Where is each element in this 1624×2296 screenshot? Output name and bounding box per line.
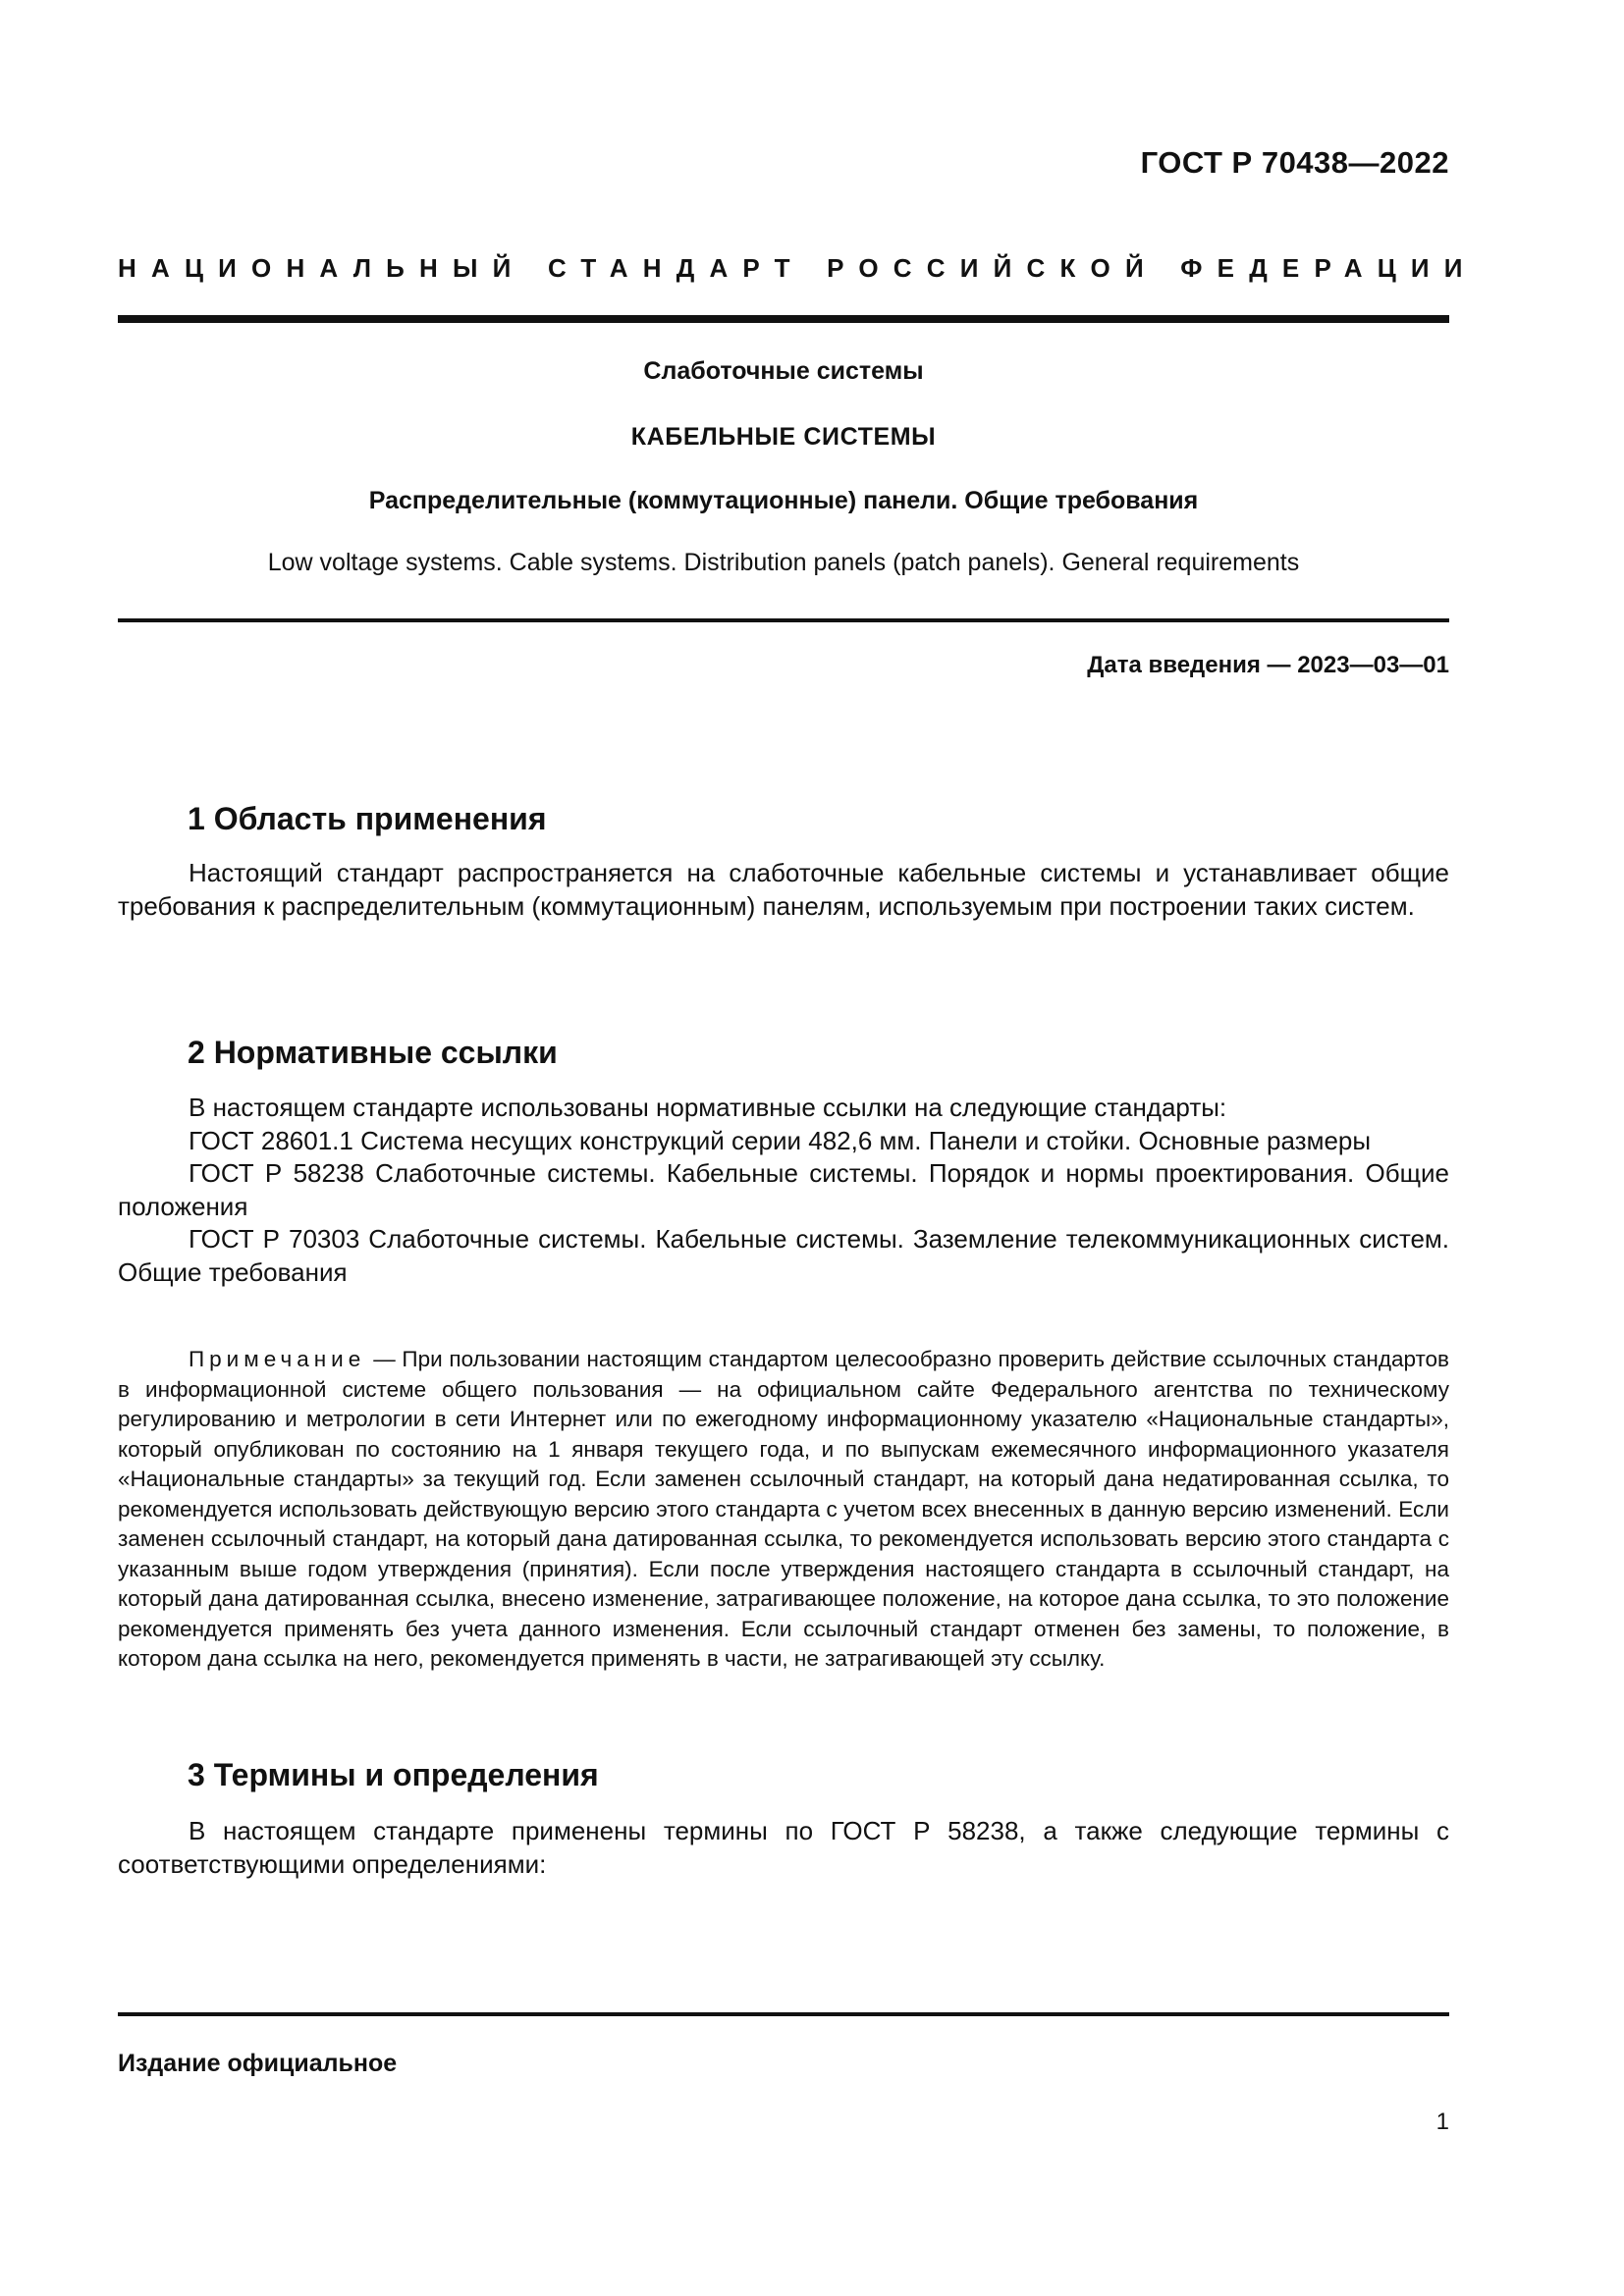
page-number: 1 — [1435, 2109, 1449, 2135]
normative-reference: ГОСТ Р 58238 Слаботочные системы. Кабельные системы. Порядок и нормы проектирования. Общие положения — [118, 1158, 1449, 1221]
section-1-body — [118, 857, 1449, 923]
section-2-body — [118, 1092, 1449, 1289]
header-divider — [118, 315, 1449, 323]
note-label: Примечание — [189, 1347, 366, 1371]
national-standard-banner: НАЦИОНАЛЬНЫЙ СТАНДАРТ РОССИЙСКОЙ ФЕДЕРАЦИИ — [118, 253, 1478, 283]
introduction-date: Дата введения — 2023—03—01 — [1087, 652, 1449, 678]
title-divider — [118, 618, 1449, 622]
document-code: ГОСТ Р 70438—2022 — [1140, 145, 1449, 180]
title-line-3: Распределительные (коммутационные) панели. Общие требования — [368, 487, 1199, 514]
official-edition-label: Издание официальное — [118, 2050, 398, 2077]
normative-reference: ГОСТ 28601.1 Система несущих конструкций серии 482,6 мм. Панели и стойки. Основные размеры — [189, 1125, 1372, 1155]
footer-divider — [118, 2012, 1449, 2016]
section-3-title: 3 Термины и определения — [188, 1757, 599, 1792]
title-line-1: Слаботочные системы — [643, 357, 924, 385]
english-title: Low voltage systems. Cable systems. Distribution panels (patch panels). General requirements — [267, 549, 1300, 576]
section-1-paragraph: Настоящий стандарт распространяется на слаботочные кабельные системы и устанавливает общие требования к распределительным (коммутационным) панелям, используемым при построении таких систем. — [118, 858, 1449, 921]
document-page — [118, 0, 1478, 2296]
section-3-paragraph: В настоящем стандарте применены термины по ГОСТ Р 58238, а также следующие термины с соответствующими определениями: — [118, 1816, 1449, 1879]
note-body: — При пользовании настоящим стандартом целесообразно проверить действие ссылочных стандартов в информационной системе общего пользования — на официальном сайте Федерального агентства по техническому регулированию и метрологии в сети Интернет или по ежегодному информационному указателю «Национальные стандарты», который опубликован по состоянию на 1 января текущего года, и по выпускам ежемесячного информационного указателя «Национальные стандарты» за текущий год. Если заменен ссылочный стандарт, на который дана недатированная ссылка, то рекомендуется использовать действующую версию этого стандарта с учетом всех внесенных в данную версию изменений. Если заменен ссылочный стандарт, на который дана датированная ссылка, то рекомендуется использовать версию этого стандарта с указанным выше годом утверждения (принятия). Если после утверждения настоящего стандарта в ссылочный стандарт, на который дана датированная ссылка, внесено изменение, затрагивающее положение, на которое дана ссылка, то это положение рекомендуется применять без учета данного изменения. Если ссылочный стандарт отменен без замены, то положение, в котором дана ссылка на него, рекомендуется применять в части, не затрагивающей эту ссылку. — [118, 1347, 1449, 1671]
section-1-title: 1 Область применения — [188, 801, 547, 836]
section-3-body — [118, 1815, 1449, 1881]
section-2-title: 2 Нормативные ссылки — [188, 1035, 558, 1070]
title-line-2: КАБЕЛЬНЫЕ СИСТЕМЫ — [630, 423, 937, 451]
section-2-note — [118, 1345, 1449, 1675]
normative-reference: ГОСТ Р 70303 Слаботочные системы. Кабельные системы. Заземление телекоммуникационных систем. Общие требования — [118, 1224, 1449, 1287]
section-2-intro: В настоящем стандарте использованы нормативные ссылки на следующие стандарты: — [189, 1093, 1227, 1122]
